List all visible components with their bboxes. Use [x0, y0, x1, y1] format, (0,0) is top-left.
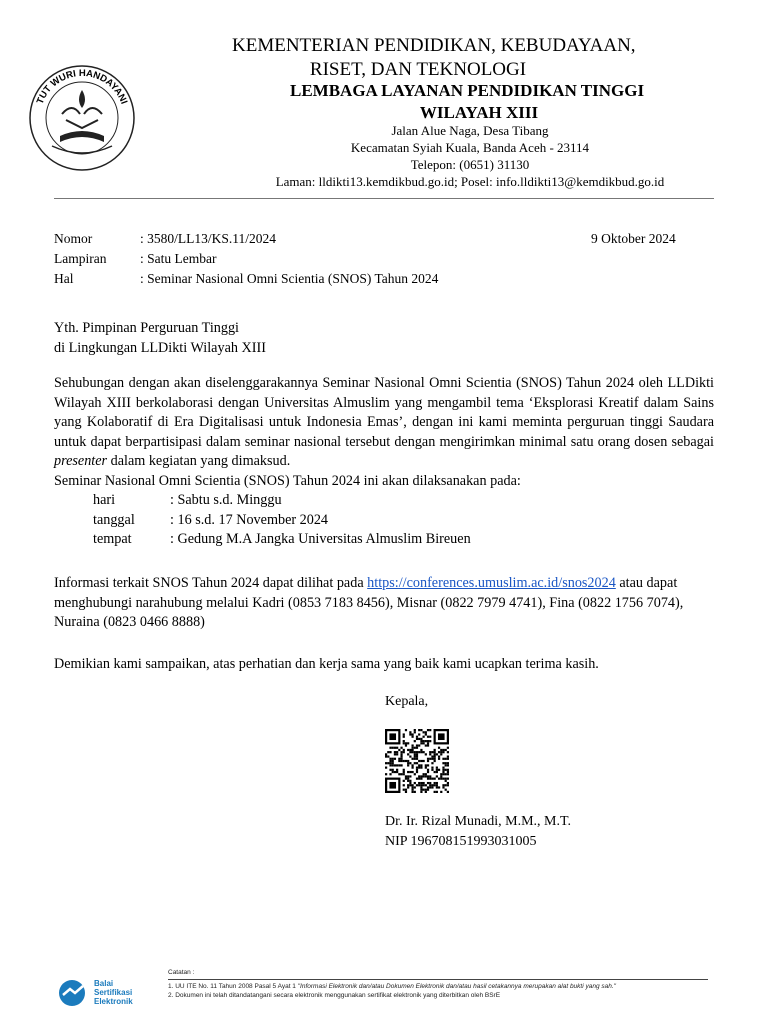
note-2: 2. Dokumen ini telah ditandatangani secara elektronik menggunakan sertifikat elektronik yang diterbitkan oleh BSrE: [168, 992, 501, 999]
meta-key: Hal: [54, 271, 74, 286]
address-phone: Telepon: (0651) 31130: [410, 157, 530, 172]
footer-notes: [168, 968, 708, 1000]
paragraph-info: [54, 574, 714, 633]
ministry-line-1: KEMENTERIAN PENDIDIKAN, KEBUDAYAAN,: [232, 35, 636, 56]
recipient-line-2: di Lingkungan LLDikti Wilayah XIII: [54, 339, 266, 356]
meta-key: Nomor: [54, 231, 93, 246]
meta-value: : 3580/LL13/KS.11/2024: [140, 231, 277, 246]
note-1-text: 1. UU ITE No. 11 Tahun 2008 Pasal 5 Ayat 1: [168, 983, 298, 990]
closing-paragraph: Demikian kami sampaikan, atas perhatian dan kerja sama yang baik kami ucapkan terima kasih.: [54, 656, 599, 672]
signature-name: Dr. Ir. Rizal Munadi, M.M., M.T.: [385, 814, 572, 829]
paragraph-text-b: dalam kegiatan yang dimaksud.: [107, 453, 291, 469]
meta-row-hal: [54, 269, 438, 289]
conference-link[interactable]: https://conferences.umuslim.ac.id/snos2024: [367, 575, 616, 591]
signature-title: Kepala,: [385, 694, 429, 709]
signature-nip: NIP 196708151993031005: [385, 834, 537, 849]
paragraph-text-a: Informasi terkait SNOS Tahun 2024 dapat dilihat pada: [54, 575, 368, 591]
detail-key: hari: [93, 492, 116, 508]
address-block: [250, 122, 690, 190]
agency-line-2: WILAYAH XIII: [419, 103, 539, 122]
detail-row-hari: [54, 491, 714, 511]
qr-code: [385, 729, 449, 793]
detail-value: : Sabtu s.d. Minggu: [170, 492, 282, 508]
body-paragraph-2: [54, 574, 714, 633]
notes-title: Catatan :: [168, 969, 195, 976]
bsre-icon: [56, 978, 92, 1008]
agency-line-1: LEMBAGA LAYANAN PENDIDIKAN TINGGI: [290, 81, 645, 100]
paragraph-text-a: Sehubungan dengan akan diselenggarakannya Seminar Nasional Omni Scientia (SNOS) Tahun 2024 oleh LLDikti Wilayah XIII berkolaborasi dengan Universitas Almuslim yang mengambil tema ‘Eksplorasi Kreatif dalam Sains yang Kolaboratif di Era Digitalisasi untuk Indonesia Emas’, dengan ini kami meminta perguruan tinggi Saudara untuk dapat berpartisipasi dalam seminar nasional tersebut dengan mengirimkan minimal satu orang dosen sebagai: [54, 375, 714, 450]
note-1-quote: "Informasi Elektronik dan/atau Dokumen Elektronik dan/atau hasil cetakannya merupakan alat bukti yang sah.": [297, 983, 616, 990]
letter-date: 9 Oktober 2024: [591, 231, 676, 246]
bsre-line-1: Balai: [94, 979, 114, 988]
recipient-block: [54, 319, 714, 358]
letter-meta: [54, 229, 438, 289]
meta-value: : Seminar Nasional Omni Scientia (SNOS) Tahun 2024: [140, 271, 439, 286]
address-district: Kecamatan Syiah Kuala, Banda Aceh - 23114: [350, 140, 590, 155]
paragraph-emphasis: presenter: [54, 453, 108, 469]
meta-row-nomor: [54, 229, 438, 249]
notes-divider: [168, 979, 708, 980]
logo-text: TUT WURI HANDAYANI: [34, 67, 130, 106]
ministry-line-2: RISET, DAN TEKNOLOGI: [309, 59, 527, 80]
address-street: Jalan Alue Naga, Desa Tibang: [391, 123, 549, 138]
bsre-line-3: Elektronik: [94, 997, 133, 1006]
header-divider: [54, 198, 714, 199]
note-1: [168, 982, 708, 991]
bsre-label: [94, 979, 133, 1006]
detail-value: : Gedung M.A Jangka Universitas Almuslim Bireuen: [170, 531, 471, 547]
tut-wuri-handayani-logo: [22, 56, 142, 176]
recipient-line-1: Yth. Pimpinan Perguruan Tinggi: [54, 320, 239, 336]
detail-value: : 16 s.d. 17 November 2024: [170, 511, 329, 528]
paragraph-text-b: atau dapat menghubungi narahubung melalui Kadri (0853 7183 8456), Misnar (0822 7979 4741), Fina (0822 1756 7074), Nuraina (0823 0466 8888): [54, 575, 684, 630]
paragraph-text: [54, 374, 714, 472]
meta-value: : Satu Lembar: [140, 251, 217, 266]
meta-key: Lampiran: [54, 251, 107, 266]
detail-row-tanggal: [54, 511, 714, 531]
bsre-line-2: Sertifikasi: [94, 988, 133, 997]
body-paragraph-1: [54, 374, 714, 550]
detail-key: tempat: [93, 531, 132, 547]
detail-row-tempat: [54, 530, 714, 550]
meta-row-lampiran: [54, 249, 438, 269]
detail-key: tanggal: [93, 511, 135, 528]
address-web-email: Laman: lldikti13.kemdikbud.go.id; Posel: info.lldikti13@kemdikbud.go.id: [275, 174, 665, 189]
bsre-logo: [56, 978, 166, 1008]
paragraph-schedule-intro: Seminar Nasional Omni Scientia (SNOS) Tahun 2024 ini akan dilaksanakan pada:: [54, 472, 521, 489]
